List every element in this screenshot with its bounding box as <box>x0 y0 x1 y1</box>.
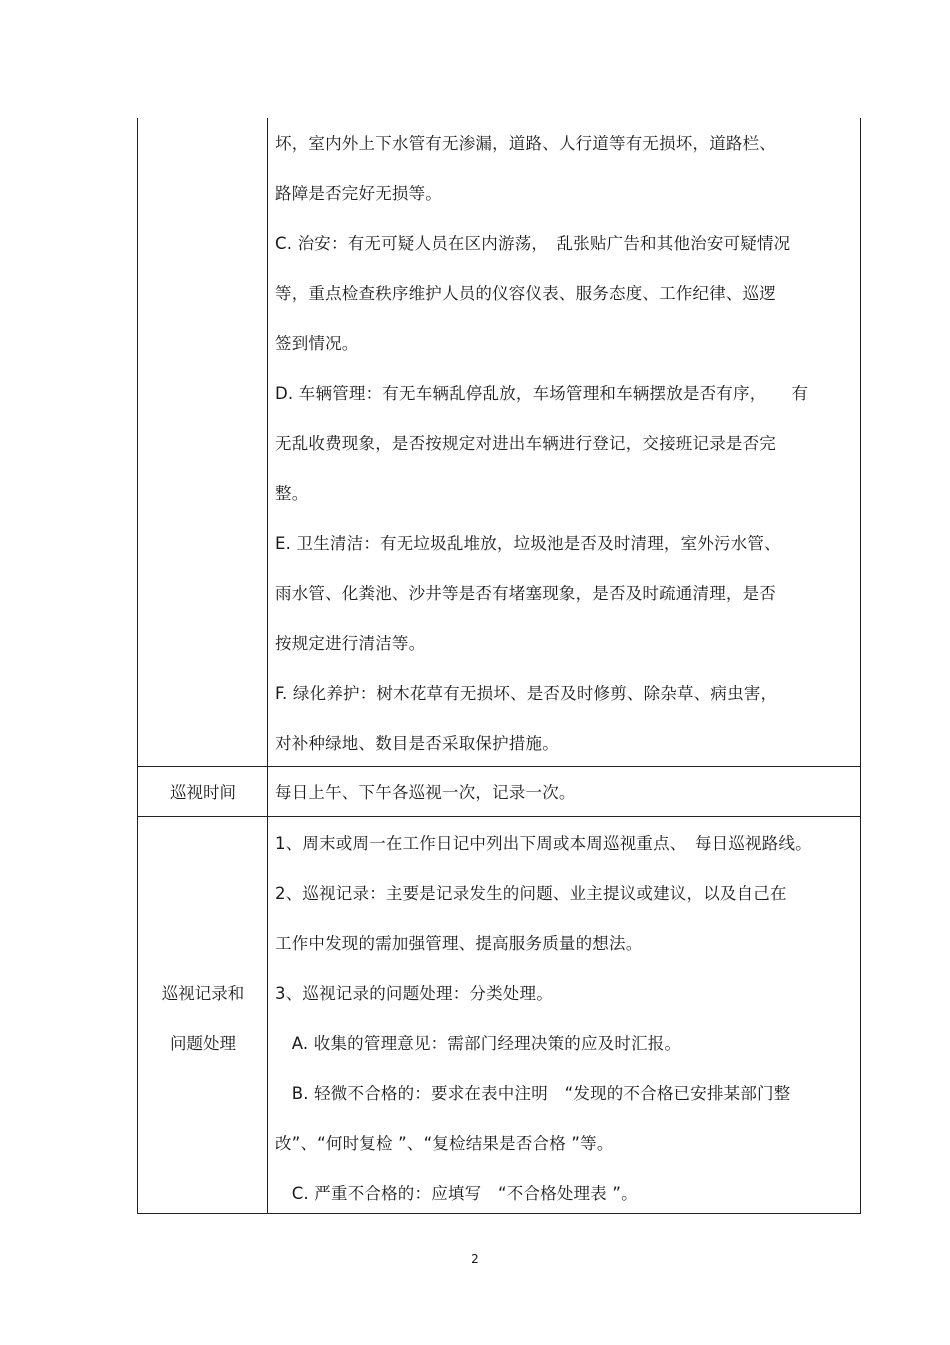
patrol-time-label: 巡视时间 <box>170 783 236 802</box>
table-border-bottom <box>137 1213 861 1214</box>
row-divider-2 <box>137 816 861 817</box>
record-line: 改”、“何时复检 ”、“复检结果是否合格 ”等。 <box>275 1134 614 1153</box>
content-line: C. 治安：有无可疑人员在区内游荡， 乱张贴广告和其他治安可疑情况 <box>275 234 791 253</box>
content-line: F. 绿化养护：树木花草有无损坏、是否及时修剪、除杂草、病虫害， <box>275 684 778 703</box>
content-line: E. 卫生清洁：有无垃圾乱堆放，垃圾池是否及时清理，室外污水管、 <box>275 534 781 553</box>
record-line: C. 严重不合格的：应填写 “不合格处理表 ”。 <box>275 1184 638 1203</box>
content-line: 整。 <box>275 484 309 503</box>
record-line: A. 收集的管理意见：需部门经理决策的应及时汇报。 <box>275 1034 682 1053</box>
content-line: 对补种绿地、数目是否采取保护措施。 <box>275 734 559 753</box>
record-line: 1、周末或周一在工作日记中列出下周或本周巡视重点、 每日巡视路线。 <box>275 834 812 853</box>
record-line: 2、巡视记录：主要是记录发生的问题、业主提议或建议，以及自己在 <box>275 884 787 903</box>
table-border-middle <box>267 118 268 1214</box>
content-line: 按规定进行清洁等。 <box>275 634 426 653</box>
patrol-record-label-line2: 问题处理 <box>170 1034 236 1053</box>
record-line: B. 轻微不合格的：要求在表中注明 “发现的不合格已安排某部门整 <box>275 1084 791 1103</box>
page-number: 2 <box>471 1252 479 1266</box>
content-line: 签到情况。 <box>275 334 359 353</box>
content-line: 坏，室内外上下水管有无渗漏，道路、人行道等有无损坏，道路栏、 <box>275 134 776 153</box>
table-border-right <box>860 118 861 1214</box>
record-line: 工作中发现的需加强管理、提高服务质量的想法。 <box>275 934 643 953</box>
patrol-time-value: 每日上午、下午各巡视一次，记录一次。 <box>275 783 576 802</box>
row-divider-1 <box>137 766 861 767</box>
content-line: 雨水管、化粪池、沙井等是否有堵塞现象，是否及时疏通清理，是否 <box>275 584 776 603</box>
content-line: 路障是否完好无损等。 <box>275 184 442 203</box>
content-line: D. 车辆管理：有无车辆乱停乱放，车场管理和车辆摆放是否有序， 有 <box>275 384 809 403</box>
patrol-record-label-line1: 巡视记录和 <box>161 984 245 1003</box>
content-line: 无乱收费现象，是否按规定对进出车辆进行登记，交接班记录是否完 <box>275 434 776 453</box>
table-border-left <box>137 118 138 1214</box>
content-line: 等，重点检查秩序维护人员的仪容仪表、服务态度、工作纪律、巡逻 <box>275 284 776 303</box>
record-line: 3、巡视记录的问题处理：分类处理。 <box>275 984 553 1003</box>
